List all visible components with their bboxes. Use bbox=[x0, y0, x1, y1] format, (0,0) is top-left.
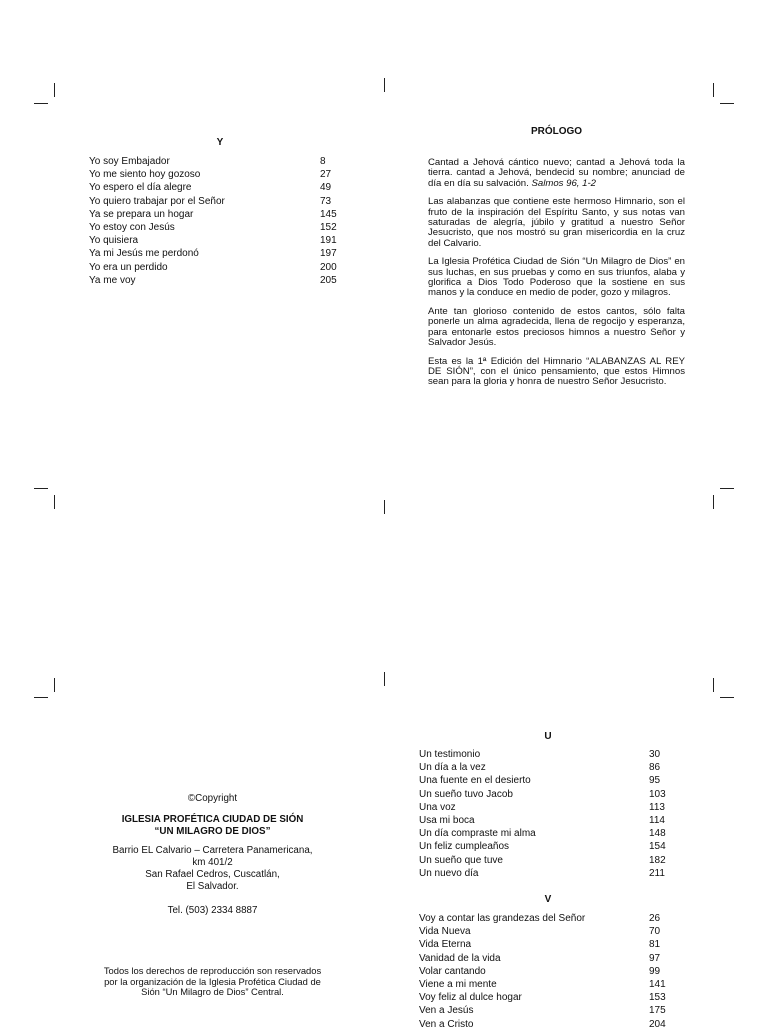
hymn-page-number: 205 bbox=[320, 274, 337, 286]
fold-mark bbox=[384, 500, 385, 514]
hymn-page-number: 81 bbox=[649, 939, 661, 951]
index-entry bbox=[89, 221, 345, 234]
hymn-title: Yo quiero trabajar por el Señor bbox=[89, 195, 225, 207]
organization-name-line: IGLESIA PROFÉTICA CIUDAD DE SIÓN bbox=[121, 814, 304, 825]
prologue-body bbox=[428, 158, 685, 396]
index-entry bbox=[419, 814, 669, 827]
fold-mark bbox=[384, 78, 385, 92]
hymn-title: Vida Eterna bbox=[419, 939, 472, 951]
hymn-title: Un sueño tuvo Jacob bbox=[419, 788, 513, 800]
index-entry bbox=[419, 748, 669, 761]
fold-mark bbox=[384, 672, 385, 686]
hymn-title: Un día compraste mi alma bbox=[419, 828, 536, 840]
hymn-title: Un testimonio bbox=[419, 749, 481, 760]
index-heading-y: Y bbox=[216, 137, 224, 148]
hymn-title: Viene a mi mente bbox=[419, 979, 497, 991]
index-entry bbox=[89, 155, 345, 168]
index-entry bbox=[419, 952, 669, 965]
hymn-page-number: 86 bbox=[649, 762, 661, 774]
crop-mark bbox=[713, 83, 714, 97]
index-entry bbox=[89, 168, 345, 181]
index-entry bbox=[419, 840, 669, 853]
crop-mark bbox=[34, 103, 48, 104]
hymn-title: Yo espero el día alegre bbox=[89, 182, 192, 194]
prologue-paragraph: Esta es la 1ª Edición del Himnario “ALABANZAS AL REY DE SIÓN”, con el único pensamiento, que estos Himnos sean para la gloria y honra de nuestro Señor Jesucristo. bbox=[428, 355, 685, 388]
hymn-page-number: 148 bbox=[649, 828, 666, 840]
hymn-page-number: 97 bbox=[649, 952, 661, 964]
hymn-page-number: 49 bbox=[320, 182, 332, 194]
hymn-title: Yo me siento hoy gozoso bbox=[89, 169, 201, 181]
hymn-page-number: 191 bbox=[320, 235, 337, 247]
hymn-title: Ya me voy bbox=[89, 274, 136, 286]
rights-line: Todos los derechos de reproducción son reservados bbox=[103, 965, 322, 976]
hymn-title: Un sueño que tuve bbox=[419, 854, 503, 866]
index-entry bbox=[419, 801, 669, 814]
index-entry bbox=[419, 965, 669, 978]
address-line: San Rafael Cedros, Cuscatlán, bbox=[145, 869, 280, 880]
crop-mark bbox=[720, 103, 734, 104]
hymn-page-number: 99 bbox=[649, 965, 661, 977]
index-entry bbox=[89, 274, 345, 287]
hymn-title: Ya se prepara un hogar bbox=[89, 208, 194, 220]
index-entry bbox=[419, 1004, 669, 1017]
hymn-page-number: 175 bbox=[649, 1005, 666, 1017]
hymn-page-number: 152 bbox=[320, 222, 337, 234]
prologue-paragraph: Las alabanzas que contiene este hermoso Himnario, son el fruto de la inspiración del Espíritu Santo, y sus notas van saturadas de alegría, júbilo y gratitud a nuestro Señor Jesucristo, que nos mostró su gran misericordia en la cruz del Calvario. bbox=[428, 196, 685, 249]
index-entry bbox=[89, 234, 345, 247]
crop-mark bbox=[713, 678, 714, 692]
crop-mark bbox=[54, 495, 55, 509]
hymn-page-number: 141 bbox=[649, 979, 666, 991]
crop-mark bbox=[713, 495, 714, 509]
index-entry bbox=[89, 195, 345, 208]
hymn-title: Voy a contar las grandezas del Señor bbox=[419, 913, 586, 924]
index-entry bbox=[419, 978, 669, 991]
hymn-title: Yo era un perdido bbox=[89, 261, 168, 273]
prologue-paragraph: La Iglesia Profética Ciudad de Sión “Un Milagro de Dios” en sus luchas, en sus pruebas y como en sus triunfos, alaba y glorifica a Dios Todo Poderoso que la sostiene en sus manos y la conduce en medio de poder, gozo y milagros. bbox=[428, 256, 685, 299]
hymn-page-number: 113 bbox=[649, 801, 665, 813]
hymn-title: Vanidad de la vida bbox=[419, 952, 501, 964]
hymn-page-number: 197 bbox=[320, 248, 337, 260]
crop-mark bbox=[720, 697, 734, 698]
index-entry bbox=[89, 261, 345, 274]
hymn-page-number: 114 bbox=[649, 815, 665, 827]
hymn-title: Yo soy Embajador bbox=[89, 156, 170, 167]
hymn-title: Una voz bbox=[419, 801, 456, 813]
prologue-verse: Cantad a Jehová cántico nuevo; cantad a Jehová toda la tierra. cantad a Jehová, bendecid su nombre; anunciad de día en día su salvación. bbox=[428, 157, 685, 189]
hymn-page-number: 200 bbox=[320, 261, 337, 273]
index-entry bbox=[419, 827, 669, 840]
hymn-page-number: 204 bbox=[649, 1018, 666, 1030]
hymn-page-number: 95 bbox=[649, 775, 661, 787]
index-entry bbox=[419, 761, 669, 774]
index-entry bbox=[419, 854, 669, 867]
rights-line: Sión “Un Milagro de Dios” Central. bbox=[141, 986, 284, 998]
index-heading-u: U bbox=[544, 731, 552, 742]
crop-mark bbox=[54, 83, 55, 97]
hymn-page-number: 211 bbox=[649, 867, 665, 879]
index-entry bbox=[89, 247, 345, 260]
hymn-title: Ven a Jesús bbox=[419, 1005, 474, 1017]
crop-mark bbox=[34, 697, 48, 698]
address-line: El Salvador. bbox=[186, 881, 239, 892]
index-heading-v: V bbox=[544, 894, 552, 905]
hymn-title: Vida Nueva bbox=[419, 926, 471, 938]
prologue-paragraph: Ante tan glorioso contenido de estos cantos, sólo falta ponerle un alma agradecida, llena de regocijo y esperanza, para entonarle estos preciosos himnos a nuestro Señor y Salvador Jesús. bbox=[428, 305, 685, 349]
index-entry bbox=[89, 208, 345, 221]
index-entry bbox=[419, 1018, 669, 1031]
hymn-page-number: 103 bbox=[649, 788, 666, 800]
hymn-title: Usa mi boca bbox=[419, 815, 475, 827]
telephone: Tel. (503) 2334 8887 bbox=[167, 905, 258, 916]
index-entry bbox=[419, 991, 669, 1004]
hymn-page-number: 73 bbox=[320, 195, 332, 207]
address-line: Barrio EL Calvario – Carretera Panamericana, bbox=[112, 845, 313, 856]
address-block bbox=[80, 845, 345, 893]
index-entry bbox=[419, 938, 669, 951]
hymn-title: Un feliz cumpleaños bbox=[419, 841, 510, 853]
prologue-paragraph bbox=[428, 158, 685, 189]
organization-subtitle: “UN MILAGRO DE DIOS” bbox=[154, 826, 271, 837]
hymn-page-number: 8 bbox=[320, 156, 326, 167]
index-entry bbox=[89, 181, 345, 194]
hymn-title: Yo quisiera bbox=[89, 235, 139, 247]
index-list-v bbox=[419, 912, 669, 1031]
hymn-title: Voy feliz al dulce hogar bbox=[419, 992, 522, 1004]
rights-notice bbox=[80, 966, 345, 998]
crop-mark bbox=[34, 488, 48, 489]
index-entry bbox=[419, 925, 669, 938]
hymn-page-number: 26 bbox=[649, 913, 661, 924]
hymn-page-number: 145 bbox=[320, 208, 337, 220]
index-entry bbox=[419, 867, 669, 880]
hymn-title: Yo estoy con Jesús bbox=[89, 222, 175, 234]
copyright-notice: ©Copyright bbox=[187, 793, 238, 804]
index-entry bbox=[419, 788, 669, 801]
crop-mark bbox=[54, 678, 55, 692]
crop-mark bbox=[720, 488, 734, 489]
hymn-title: Un nuevo día bbox=[419, 867, 479, 879]
hymn-page-number: 70 bbox=[649, 926, 661, 938]
prologue-title: PRÓLOGO bbox=[530, 126, 583, 137]
hymn-title: Volar cantando bbox=[419, 965, 486, 977]
hymn-page-number: 154 bbox=[649, 841, 666, 853]
hymn-title: Ven a Cristo bbox=[419, 1018, 474, 1030]
index-entry bbox=[419, 774, 669, 787]
rights-line: por la organización de la Iglesia Profética Ciudad de bbox=[104, 975, 321, 987]
hymn-title: Una fuente en el desierto bbox=[419, 775, 531, 787]
index-list-y bbox=[89, 155, 345, 287]
address-line: km 401/2 bbox=[192, 857, 233, 868]
hymn-page-number: 182 bbox=[649, 854, 666, 866]
hymn-page-number: 27 bbox=[320, 169, 332, 181]
index-list-u bbox=[419, 748, 669, 880]
index-entry bbox=[419, 912, 669, 925]
hymn-title: Ya mi Jesús me perdonó bbox=[89, 248, 199, 260]
prologue-verse-reference: Salmos 96, 1-2 bbox=[531, 177, 597, 189]
hymn-title: Un día a la vez bbox=[419, 762, 486, 774]
hymn-page-number: 30 bbox=[649, 749, 661, 760]
organization-name bbox=[80, 814, 345, 838]
hymn-page-number: 153 bbox=[649, 992, 666, 1004]
